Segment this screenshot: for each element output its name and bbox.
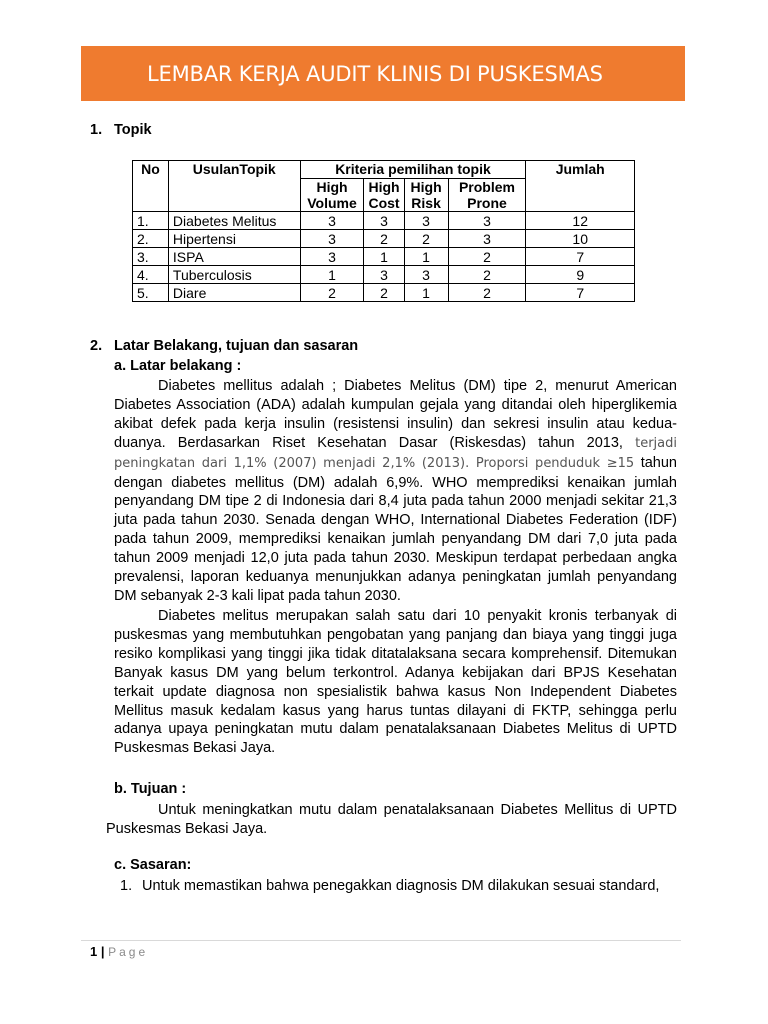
cell-topic: Hipertensi (168, 230, 300, 248)
cell-volume: 1 (300, 266, 364, 284)
table-header-row (133, 161, 635, 179)
cell-risk: 1 (404, 284, 448, 302)
cell-no: 5. (133, 284, 169, 302)
cell-cost: 3 (364, 212, 404, 230)
cell-prone: 2 (448, 266, 526, 284)
cell-volume: 2 (300, 284, 364, 302)
table-row (133, 212, 635, 230)
banner-title: LEMBAR KERJA AUDIT KLINIS DI PUSKESMAS (147, 61, 603, 86)
cell-total: 7 (526, 284, 635, 302)
latar-p2-text: Diabetes melitus merupakan salah satu dari 10 penyakit kronis terbanyak di puskesmas yang membutuhkan pengobatan yang panjang dan biaya yang tinggi juga resiko komplikasi yang tinggi jika tidak ditatalaksana secara komprehensif. Ditemukan Banyak kasus DM yang belum terkontrol. Adanya kebijakan dari BPJS Kesehatan terkait update diagnosa non spesialistik bahwa kasus Non Independent Diabetes Mellitus masuk kedalam kasus yang harus tuntas dilayani di FKTP, sehingga perlu adanya upaya peningkatan mutu dalam penatalaksanaan Diabetes Melitus di UPTD Puskesmas Bekasi Jaya. (114, 608, 677, 757)
document-banner (81, 46, 685, 101)
tujuan-paragraph (106, 801, 677, 839)
section-1-number: 1. (90, 122, 103, 138)
sasaran-item-text: Untuk memastikan bahwa penegakkan diagnosis DM dilakukan sesuai standard, (142, 878, 660, 894)
latar-p1-part-b: terjadi peningkatan dari 1,1% (2007) menjadi 2,1% (2013). Proporsi penduduk ≥15 (114, 435, 677, 471)
page-footer (90, 944, 148, 959)
cell-total: 12 (526, 212, 635, 230)
cell-no: 4. (133, 266, 169, 284)
cell-cost: 1 (364, 248, 404, 266)
cell-risk: 2 (404, 230, 448, 248)
header-problem-prone: Problem Prone (448, 179, 526, 212)
tujuan-heading: b. Tujuan : (114, 781, 187, 797)
sasaran-heading: c. Sasaran: (114, 857, 192, 873)
header-no: No (133, 161, 169, 212)
cell-total: 7 (526, 248, 635, 266)
cell-cost: 2 (364, 230, 404, 248)
cell-no: 2. (133, 230, 169, 248)
cell-volume: 3 (300, 230, 364, 248)
cell-topic: ISPA (168, 248, 300, 266)
cell-topic: Diabetes Melitus (168, 212, 300, 230)
cell-no: 3. (133, 248, 169, 266)
latar-belakang-heading: a. Latar belakang : (114, 358, 242, 374)
header-high-cost: High Cost (364, 179, 404, 212)
section-2-title: Latar Belakang, tujuan dan sasaran (114, 338, 359, 354)
tujuan-text: Untuk meningkatkan mutu dalam penatalaksanaan Diabetes Mellitus di UPTD Puskesmas Bekasi Jaya. (106, 802, 677, 837)
latar-p1-part-c: tahun dengan diabetes mellitus (DM) adalah 6,9%. WHO memprediksi kenaikan jumlah penyandang DM tipe 2 di Indonesia dari 8,4 juta pada tahun 2000 menjadi sekitar 21,3 juta pada tahun 2030. Senada dengan WHO, International Diabetes Federation (IDF) pada tahun 2009, memprediksi kenaikan jumlah penyandang DM dari 7,0 juta pada tahun 2009 menjadi 12,0 juta pada tahun 2030. Meskipun terdapat perbedaan angka prevalensi, laporan keduanya menunjukkan adanya peningkatan jumlah penyandang DM sebanyak 2-3 kali lipat pada tahun 2030. (114, 454, 677, 604)
latar-p1-part-a: Diabetes mellitus adalah ; Diabetes Melitus (DM) tipe 2, menurut American Diabetes Association (ADA) adalah kumpulan gejala yang ditandai oleh hiperglikemia akibat defek pada kerja insulin (resistensi insulin) dan sekresi insulin atau kedua-duanya. Berdasarkan Riset Kesehatan Dasar (Riskesdas) tahun 2013, (114, 378, 677, 451)
table-row (133, 248, 635, 266)
footer-divider (81, 940, 681, 941)
section-2-heading (90, 338, 358, 354)
cell-topic: Diare (168, 284, 300, 302)
cell-cost: 2 (364, 284, 404, 302)
latar-belakang-paragraph-1 (114, 377, 677, 606)
cell-risk: 1 (404, 248, 448, 266)
cell-cost: 3 (364, 266, 404, 284)
header-high-risk: High Risk (404, 179, 448, 212)
table-row (133, 230, 635, 248)
cell-topic: Tuberculosis (168, 266, 300, 284)
topic-selection-table (132, 160, 635, 302)
cell-volume: 3 (300, 248, 364, 266)
cell-risk: 3 (404, 212, 448, 230)
section-1-heading (90, 122, 152, 138)
cell-total: 9 (526, 266, 635, 284)
cell-no: 1. (133, 212, 169, 230)
table-row (133, 284, 635, 302)
cell-prone: 2 (448, 248, 526, 266)
table-row (133, 266, 635, 284)
header-high-volume: High Volume (300, 179, 364, 212)
footer-separator: | (100, 944, 105, 959)
section-2-number: 2. (90, 338, 103, 354)
latar-belakang-paragraph-2 (114, 607, 677, 758)
sasaran-item-number: 1. (120, 878, 133, 894)
header-kriteria: Kriteria pemilihan topik (300, 161, 526, 179)
header-usulan-topik: UsulanTopik (168, 161, 300, 212)
cell-prone: 3 (448, 212, 526, 230)
cell-prone: 2 (448, 284, 526, 302)
cell-volume: 3 (300, 212, 364, 230)
list-item (120, 877, 680, 896)
page-number: 1 (90, 944, 98, 959)
cell-prone: 3 (448, 230, 526, 248)
section-1-title: Topik (114, 122, 152, 138)
cell-total: 10 (526, 230, 635, 248)
header-jumlah: Jumlah (526, 161, 635, 212)
footer-page-label: Page (108, 945, 149, 959)
cell-risk: 3 (404, 266, 448, 284)
